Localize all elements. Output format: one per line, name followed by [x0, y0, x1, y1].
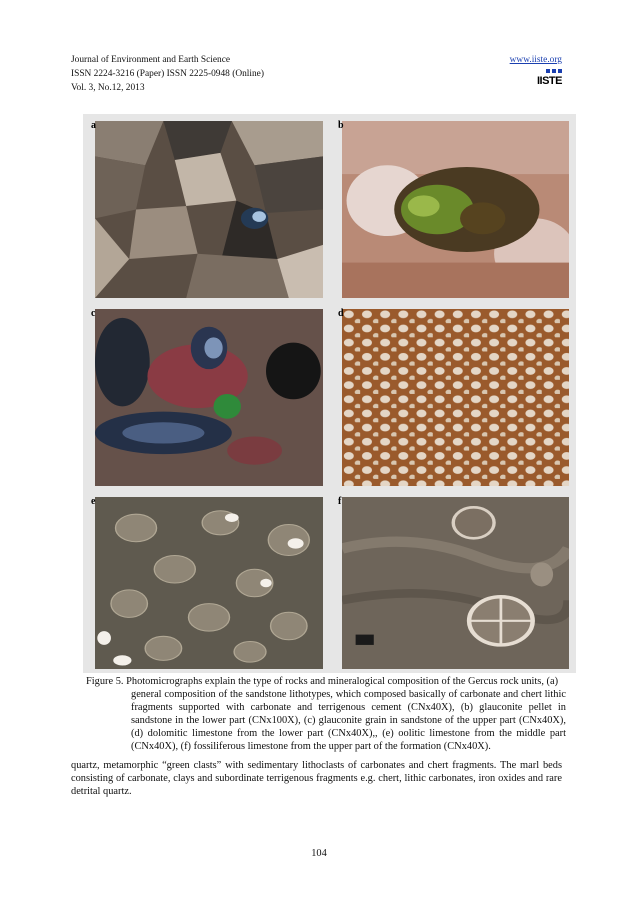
photo-panel-a: [83, 114, 330, 302]
logo-text: IISTE: [536, 75, 562, 87]
panel-label-b: b: [338, 120, 344, 131]
photomicrograph-d: [342, 309, 569, 486]
photomicrograph-f: [342, 497, 569, 669]
body-paragraph: quartz, metamorphic “green clasts” with sedimentary lithoclasts of carbonates and chert fragments. The marl beds consisting of carbonate, clays and subordinate terrigenous fragments e.g. chert, lithic carbonates, iron oxides and rare detrital quartz.: [71, 760, 562, 797]
panel-label-c: c: [91, 308, 96, 319]
photomicrograph-b: [342, 121, 569, 298]
photo-panel-e: [83, 490, 330, 673]
issn-line: ISSN 2224-3216 (Paper) ISSN 2225-0948 (Online): [71, 69, 264, 79]
figure-5: [83, 114, 576, 673]
page-number: 104: [311, 848, 327, 859]
panel-label-a: a: [91, 120, 96, 131]
journal-url-link[interactable]: www.iiste.org: [509, 55, 562, 65]
photo-panel-f: [330, 490, 576, 673]
journal-title: Journal of Environment and Earth Science: [71, 55, 231, 65]
volume-line: Vol. 3, No.12, 2013: [71, 83, 145, 93]
photo-panel-d: [330, 302, 576, 490]
photomicrograph-a: [95, 121, 323, 298]
iiste-logo: [536, 69, 562, 87]
photomicrograph-e: [95, 497, 323, 669]
caption-first-line: Figure 5. Photomicrographs explain the type of rocks and mineralogical composition of the Gercus rock units, (a): [86, 676, 559, 687]
figure-caption: [86, 675, 566, 753]
photo-panel-c: [83, 302, 330, 490]
photomicrograph-c: [95, 309, 323, 486]
photo-panel-b: [330, 114, 576, 302]
panel-label-f: f: [338, 496, 342, 507]
panel-label-e: e: [91, 496, 96, 507]
panel-label-d: d: [338, 308, 344, 319]
caption-continuation: general composition of the sandstone lithotypes, which composed basically of carbonate and chert lithic fragments supported with carbonate and terrigenous cement (CNx40X), (b) glauconite pellet in sandstone in the lower part (CNx100X), (c) glauconite grain in sandstone of the upper part (CNx40X), (d) dolomitic limestone from the lower part (CNx40X),, (e) oolitic limestone from the middle part (CNx40X), (f) fossiliferous limestone from the upper part of the formation (CNx40X).: [131, 689, 566, 752]
